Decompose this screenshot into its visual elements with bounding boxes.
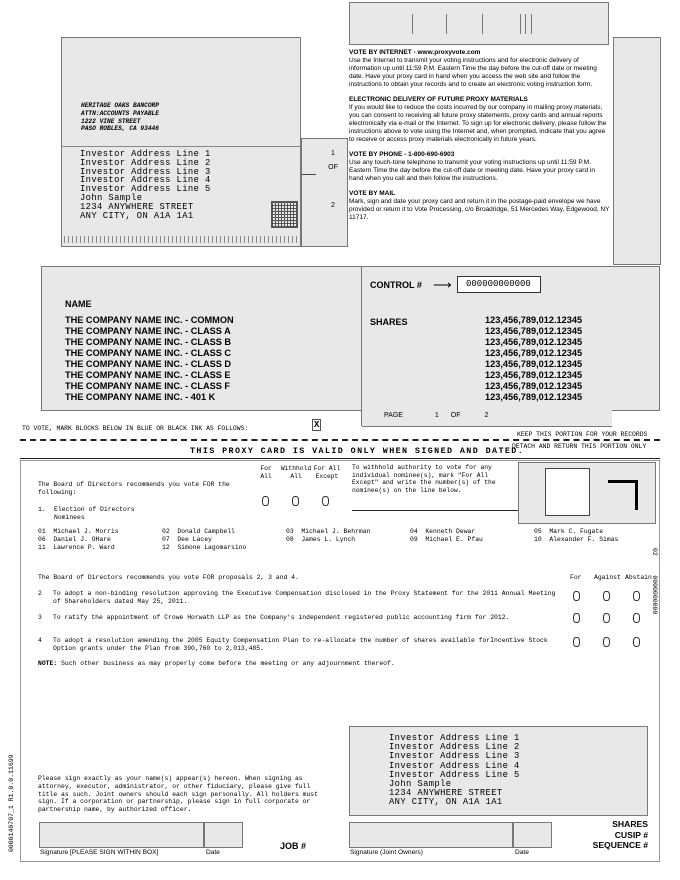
side-tick [302, 174, 316, 175]
nominee-name: Daniel J. OHare [53, 536, 111, 543]
mark-instruction: TO VOTE, MARK BLOCKS BELOW IN BLUE OR BLACK INK AS FOLLOWS: [22, 425, 249, 432]
share-values [485, 315, 582, 403]
return-address [81, 102, 159, 133]
cusip-label: CUSIP # [614, 829, 648, 840]
company-name: THE COMPANY NAME INC. - COMMON [65, 315, 234, 325]
board-recommend: The Board of Directors recommends you vote FOR the following: [38, 481, 230, 496]
sign-instructions: Please sign exactly as your name(s) appear(s) hereon. When signing as attorney, executor, administrator, or other fiduciary, please give full title as such. Joint owners should each sign personally. All holders must sign. If a corporation or partnership, please sign in full corporate or partnership name, by authorized officer. [38, 775, 318, 814]
share-value: 123,456,789,012.12345 [485, 381, 583, 391]
withhold-instructions: To withhold authority to vote for any individual nominee(s), mark "For All Except" and write the number(s) of the nominee(s) on the line below. [352, 464, 496, 494]
shares-label: SHARES [370, 317, 408, 327]
barcode-bars [412, 14, 562, 34]
right-edge-strip [613, 37, 661, 265]
company-name: THE COMPANY NAME INC. - 401 K [65, 392, 216, 402]
share-value: 123,456,789,012.12345 [485, 337, 583, 347]
side-code-right: 02 0000000000 [651, 548, 658, 615]
nominee-name: James L. Lynch [301, 536, 356, 543]
proposal-3-for[interactable] [573, 613, 580, 623]
return-city: PASO ROBLES, CA 93446 [81, 125, 159, 133]
nominees-label: Nominees [54, 513, 85, 521]
keep-portion: KEEP THIS PORTION FOR YOUR RECORDS [517, 431, 648, 438]
company-name: THE COMPANY NAME INC. - CLASS B [65, 337, 232, 347]
nominee-name: Michael J. Behrman [301, 528, 371, 535]
proposal-text: To adopt a non-binding resolution approving the Executive Compensation disclosed in the Proxy Statement for the 2011 Annual Meeting of Shareholders dated May 25, 2011. [53, 590, 556, 605]
electronic-delivery-body: If you would like to reduce the costs incurred by our company in mailing proxy materials, you can consent to receiving all future proxy statements, proxy cards and annual reports electronically via e-mail or the Internet. To sign up for electronic delivery, please follow the instructions above to vote using the Internet and, when prompted, indicate that you agree to receive or access proxy materials electronically in future years. [349, 104, 607, 143]
return-street: 1222 VINE STREET [81, 117, 141, 125]
vote-phone-heading: VOTE BY PHONE - 1-800-690-6903 [349, 151, 455, 158]
proposal-text: To adopt a resolution amending the 2005 Equity Compensation Plan to re-allocate the number of shares available forIncentive Stock Option grants under the Plan from 390,760 to 2,013,485. [53, 637, 548, 652]
company-name: THE COMPANY NAME INC. - CLASS F [65, 381, 231, 391]
vote-instructions [349, 49, 611, 222]
address-line: Investor Address Line 2 [389, 742, 520, 753]
proposal-4-for[interactable] [573, 637, 580, 647]
company-name: THE COMPANY NAME INC. - CLASS C [65, 348, 232, 358]
address-line: John Sample [389, 779, 452, 790]
share-value: 123,456,789,012.12345 [485, 348, 583, 358]
vote-phone-body: Use any touch-tone telephone to transmit your voting instructions up until 11:59 P.M. Eastern Time the day before the cut-off date or meeting date. Have your proxy card in hand when you call and then follow the instructions. [349, 159, 595, 182]
company-name: THE COMPANY NAME INC. - CLASS E [65, 370, 231, 380]
for-all-header: For All [260, 465, 272, 480]
control-label: CONTROL # [370, 280, 422, 290]
arrow-right-icon: ⟶ [433, 277, 452, 292]
nominee-name: Simone Lagomarsino [177, 544, 247, 551]
nominee-name: Alexander F. Simas [549, 536, 619, 543]
proposal-3-against[interactable] [603, 613, 610, 623]
sequence-label: SEQUENCE # [592, 840, 648, 851]
valid-notice: THIS PROXY CARD IS VALID ONLY WHEN SIGNED AND DATED. [190, 446, 525, 456]
lower-address-block [389, 734, 520, 808]
side-page-panel [301, 138, 348, 247]
signature-label: Signature [PLEASE SIGN WITHIN BOX] [40, 849, 159, 856]
for-all-checkbox[interactable] [262, 496, 269, 506]
withhold-all-checkbox[interactable] [292, 496, 299, 506]
valid-notice-rule [20, 458, 660, 459]
vote-internet-body: Use the Internet to transmit your voting instructions and for electronic delivery of information up until 11:59 P.M. Eastern Time the day before the cut-off date or meeting date. Have your proxy card in hand when you access the web site and follow the instructions to obtain your records and to create an electronic voting instruction form. [349, 57, 597, 88]
return-company: HERITAGE OAKS BANCORP [81, 102, 159, 109]
vote-internet-heading: VOTE BY INTERNET - www.proxyvote.com [349, 49, 481, 56]
proposal-2-for[interactable] [573, 591, 580, 601]
note: NOTE: Such other business as may properly come before the meeting or any adjournment thereof. [38, 660, 395, 667]
vote-mail-body: Mark, sign and date your proxy card and return it in the postage-paid envelope we have provided or return it to Vote Processing, c/o Broadridge, 51 Mercedes Way, Edgewood, NY 11717. [349, 198, 610, 221]
electronic-delivery-heading: ELECTRONIC DELIVERY OF FUTURE PROXY MATERIALS [349, 96, 528, 103]
shares-code-label: SHARES [612, 819, 648, 829]
joint-date-label: Date [515, 849, 529, 856]
proposal-2-against[interactable] [603, 591, 610, 601]
nominee-name: Mark C. Fugate [549, 528, 604, 535]
address-line: Investor Address Line 3 [80, 166, 211, 177]
company-name: THE COMPANY NAME INC. - CLASS A [65, 326, 231, 336]
joint-date-box[interactable] [513, 822, 552, 848]
nominee-name: Michael E. Pfau [425, 536, 483, 543]
for-all-except-checkbox[interactable] [322, 496, 329, 506]
nominee-name: Kenneth Dewar [425, 528, 476, 535]
address-line: ANY CITY, ON A1A 1A1 [80, 210, 194, 221]
proposal-abstain-header: Abstain [625, 574, 652, 581]
address-line: ANY CITY, ON A1A 1A1 [389, 797, 503, 808]
investor-address-block [80, 150, 211, 220]
share-value: 123,456,789,012.12345 [485, 359, 583, 369]
proposals-header: The Board of Directors recommends you vote FOR proposals 2, 3 and 4. [38, 574, 299, 581]
address-line: John Sample [80, 192, 143, 203]
proposal-4-abstain[interactable] [633, 637, 640, 647]
corner-mark [608, 480, 638, 510]
proposal-against-header: Against [594, 574, 621, 581]
proposal-for-header: For [570, 574, 582, 581]
vote-mail-heading: VOTE BY MAIL [349, 190, 396, 197]
election-title: Election of Directors Nominees [54, 506, 135, 521]
signature-box[interactable] [39, 822, 204, 848]
for-all-except-header: For All Except [313, 465, 341, 480]
proposal-4-against[interactable] [603, 637, 610, 647]
side-page-number: 1 OF 2 [328, 150, 338, 209]
nominee-name: Michael J. Morris [53, 528, 119, 535]
detach-line [20, 439, 660, 441]
joint-signature-label: Signature (Joint Owners) [350, 849, 423, 856]
share-value: 123,456,789,012.12345 [485, 392, 583, 402]
job-label: JOB # [280, 841, 307, 851]
ruler-strip [64, 236, 299, 243]
nominee-name: Lawrence P. Ward [53, 544, 115, 551]
address-line: Investor Address Line 2 [80, 157, 211, 168]
nominee-name: Donald Campbell [177, 528, 235, 535]
page-footer: PAGE 1 OF 2 [384, 412, 489, 419]
company-names [65, 315, 234, 403]
address-line: Investor Address Line 4 [389, 760, 520, 771]
address-line: Investor Address Line 5 [80, 184, 211, 195]
name-label: NAME [65, 299, 92, 309]
proposal-text: To ratify the appointment of Crowe Horwath LLP as the Company's independent registered public accounting firm for 2012. [53, 614, 510, 621]
date-label: Date [206, 849, 220, 856]
address-line: Investor Address Line 4 [80, 175, 211, 186]
address-window [61, 146, 301, 147]
election-number: 1. [38, 506, 46, 513]
detach-portion: DETACH AND RETURN THIS PORTION ONLY [512, 443, 647, 450]
withhold-all-header: Withhold All [280, 465, 312, 480]
address-line: Investor Address Line 1 [80, 149, 211, 159]
side-code-left: 0000140707_1 R1.0.0.11699 [8, 754, 15, 852]
joint-signature-box[interactable] [349, 822, 513, 848]
exception-write-line[interactable] [352, 510, 518, 511]
address-line: Investor Address Line 5 [389, 769, 520, 780]
mark-example: X [314, 420, 320, 430]
scan-box-inner [545, 468, 590, 516]
share-value: 123,456,789,012.12345 [485, 370, 583, 380]
company-name: THE COMPANY NAME INC. - CLASS D [65, 359, 232, 369]
address-line: Investor Address Line 3 [389, 751, 520, 762]
proposal-2-abstain[interactable] [633, 591, 640, 601]
bottom-right-labels [560, 819, 648, 851]
date-box[interactable] [204, 822, 243, 848]
nominee-name: Dee Lacey [177, 536, 212, 543]
return-attn: ATTN:ACCOUNTS PAYABLE [81, 109, 159, 117]
share-value: 123,456,789,012.12345 [485, 315, 583, 325]
address-line: 1234 ANYWHERE STREET [80, 201, 194, 212]
address-line: Investor Address Line 1 [389, 733, 520, 743]
share-value: 123,456,789,012.12345 [485, 326, 583, 336]
control-number: 000000000000 [466, 279, 531, 289]
address-line: 1234 ANYWHERE STREET [389, 788, 503, 799]
barcode-grid [271, 201, 298, 228]
proposal-3-abstain[interactable] [633, 613, 640, 623]
